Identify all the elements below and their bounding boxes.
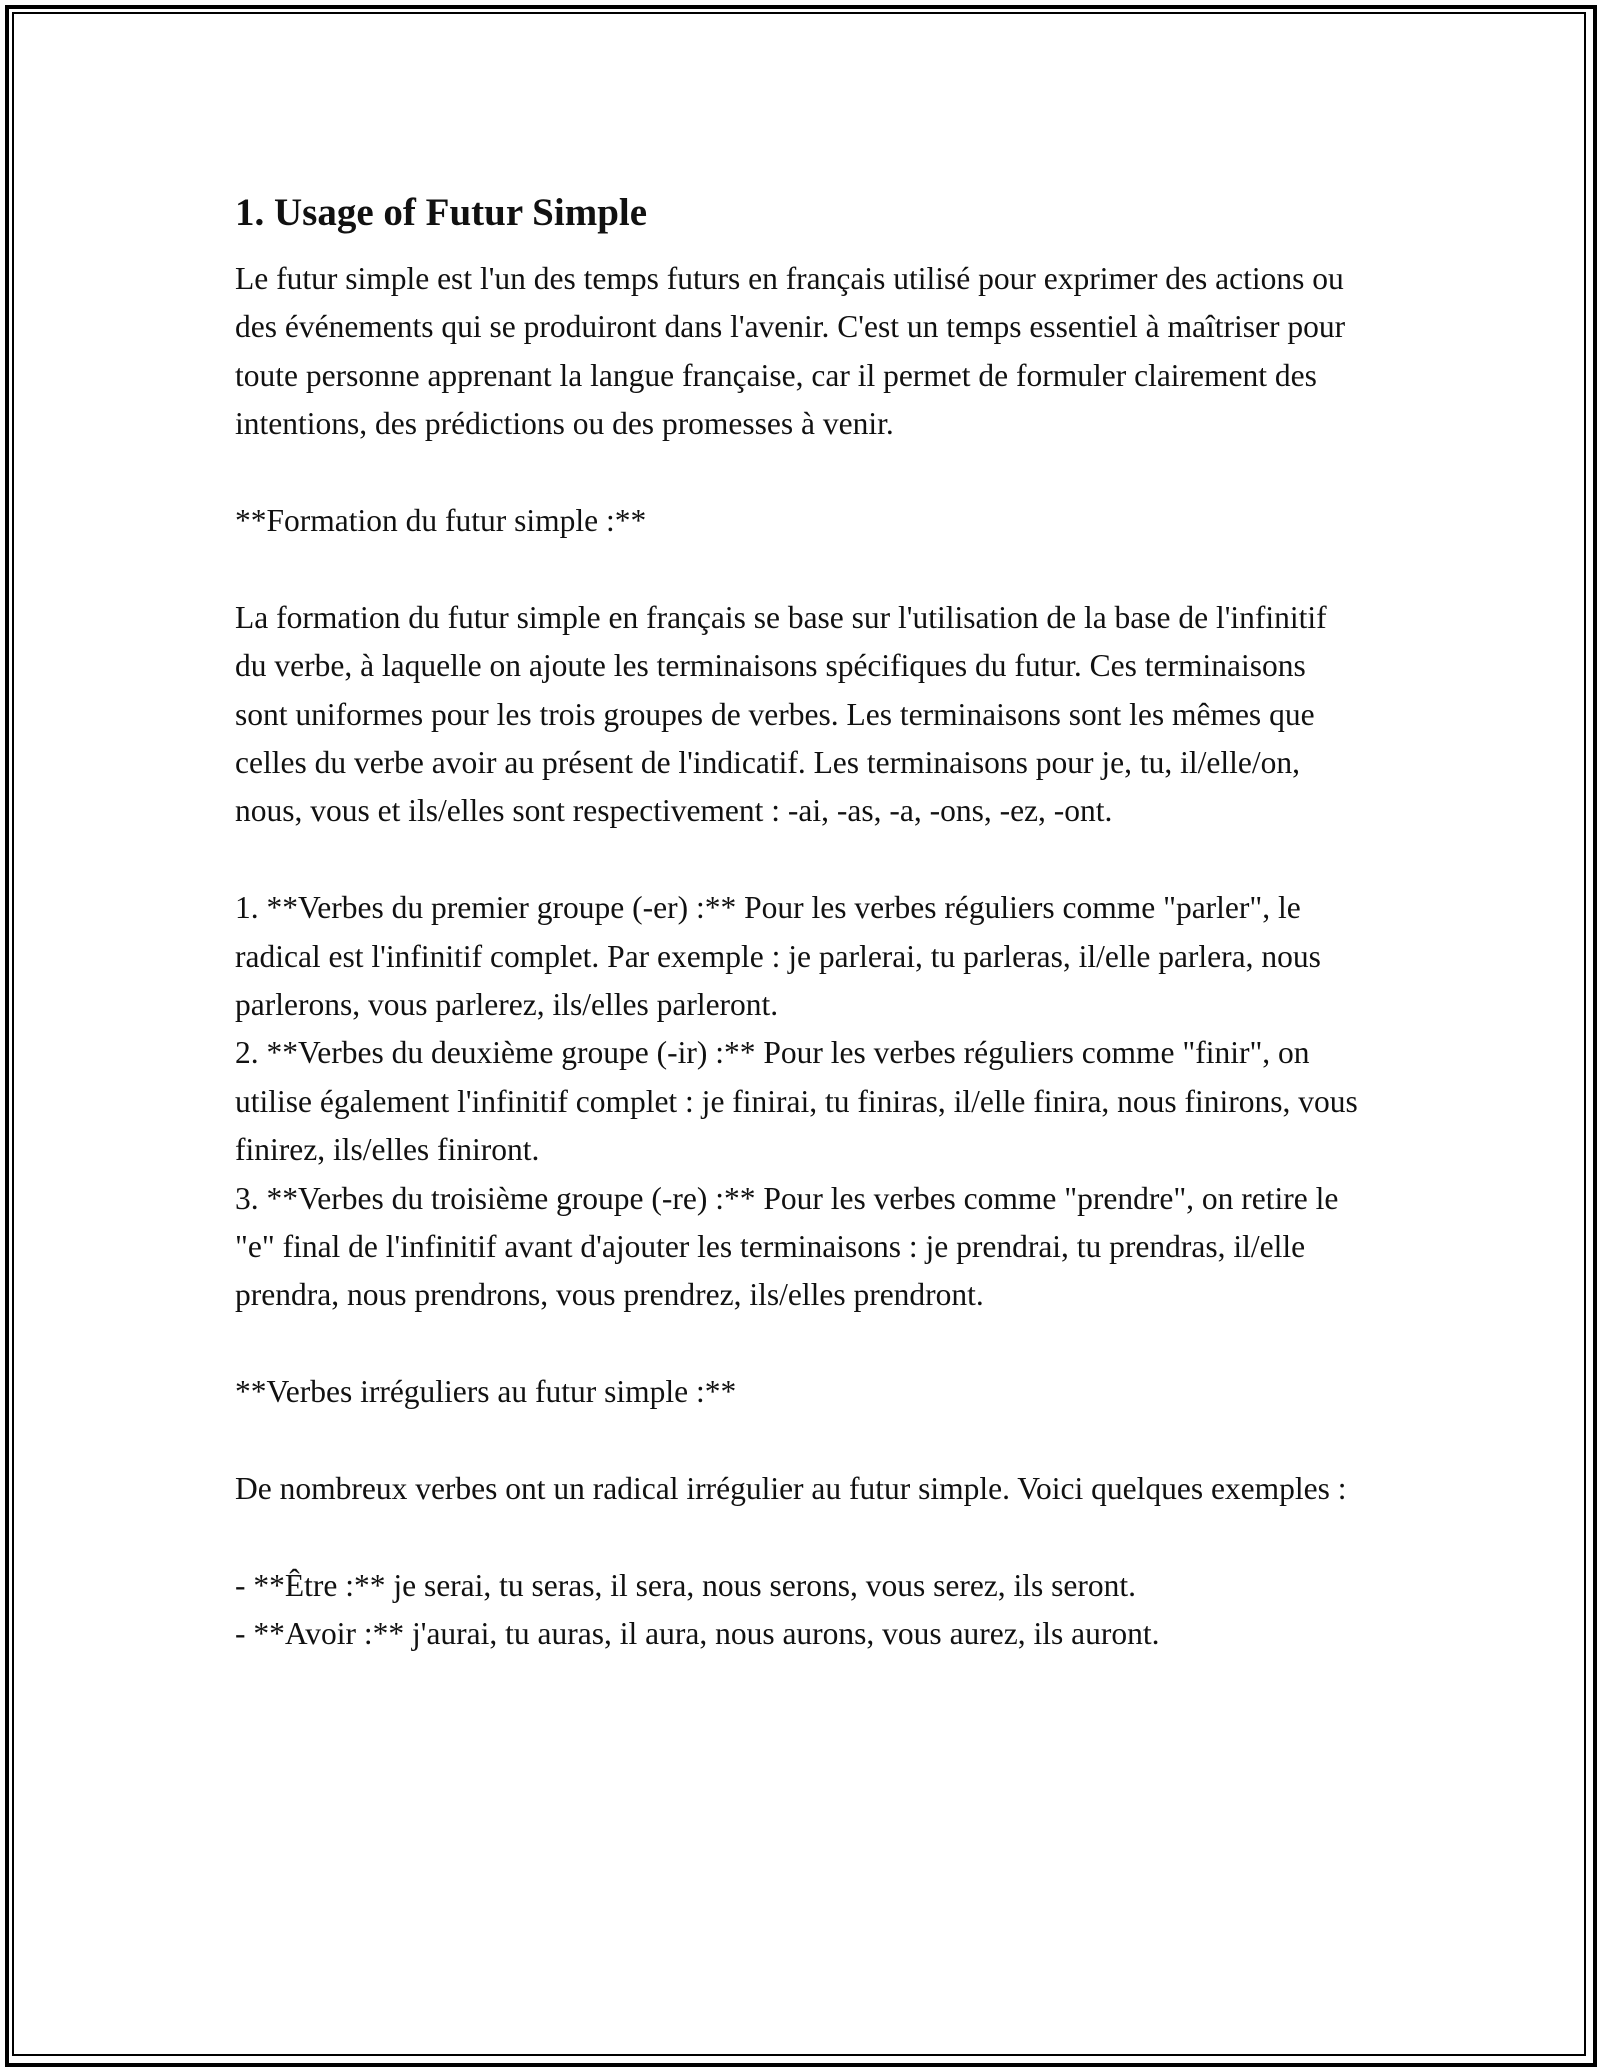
intro-paragraph: Le futur simple est l'un des temps futurs en français utilisé pour exprimer des actions ou des événements qui se produiront dans l'avenir. C'est un temps essentiel à maîtriser pour toute personne apprenant la langue française, car il permet de formuler clairement des intentions, des prédictions ou des promesses à venir. [235,261,1346,442]
irregular-examples-list [235,1562,1365,1659]
irregular-intro-paragraph: De nombreux verbes ont un radical irrégulier au futur simple. Voici quelques exemples : [235,1471,1347,1507]
irregular-title: **Verbes irréguliers au futur simple :** [235,1374,737,1410]
list-item: - **Être :** je serai, tu seras, il sera, nous serons, vous serez, ils seront. [235,1567,1137,1603]
section-heading: 1. Usage of Futur Simple [235,191,648,234]
verb-groups-list [235,884,1365,1320]
list-item: 2. **Verbes du deuxième groupe (-ir) :** Pour les verbes réguliers comme "finir", on utilise également l'infinitif complet : je finirai, tu finiras, il/elle finira, nous finirons, vous finirez, ils/elles finiront. [235,1035,1358,1168]
formation-title: **Formation du futur simple :** [235,503,647,539]
document-body [235,185,1365,1707]
list-item: 1. **Verbes du premier groupe (-er) :** Pour les verbes réguliers comme "parler", le radical est l'infinitif complet. Par exemple : je parlerai, tu parleras, il/elle parlera, nous parlerons, vous parlerez, ils/elles parleront. [235,890,1321,1023]
list-item: 3. **Verbes du troisième groupe (-re) :** Pour les verbes comme "prendre", on retire le "e" final de l'infinitif avant d'ajouter les terminaisons : je prendrai, tu prendras, il/elle prendra, nous prendrons, vous prendrez, ils/elles prendront. [235,1180,1339,1313]
formation-paragraph: La formation du futur simple en français se base sur l'utilisation de la base de l'infinitif du verbe, à laquelle on ajoute les terminaisons spécifiques du futur. Ces terminaisons sont uniformes pour les trois groupes de verbes. Les terminaisons sont les mêmes que celles du verbe avoir au présent de l'indicatif. Les terminaisons pour je, tu, il/elle/on, nous, vous et ils/elles sont respectivement : -ai, -as, -a, -ons, -ez, -ont. [235,599,1327,829]
list-item: - **Avoir :** j'aurai, tu auras, il aura, nous aurons, vous aurez, ils auront. [235,1616,1160,1652]
